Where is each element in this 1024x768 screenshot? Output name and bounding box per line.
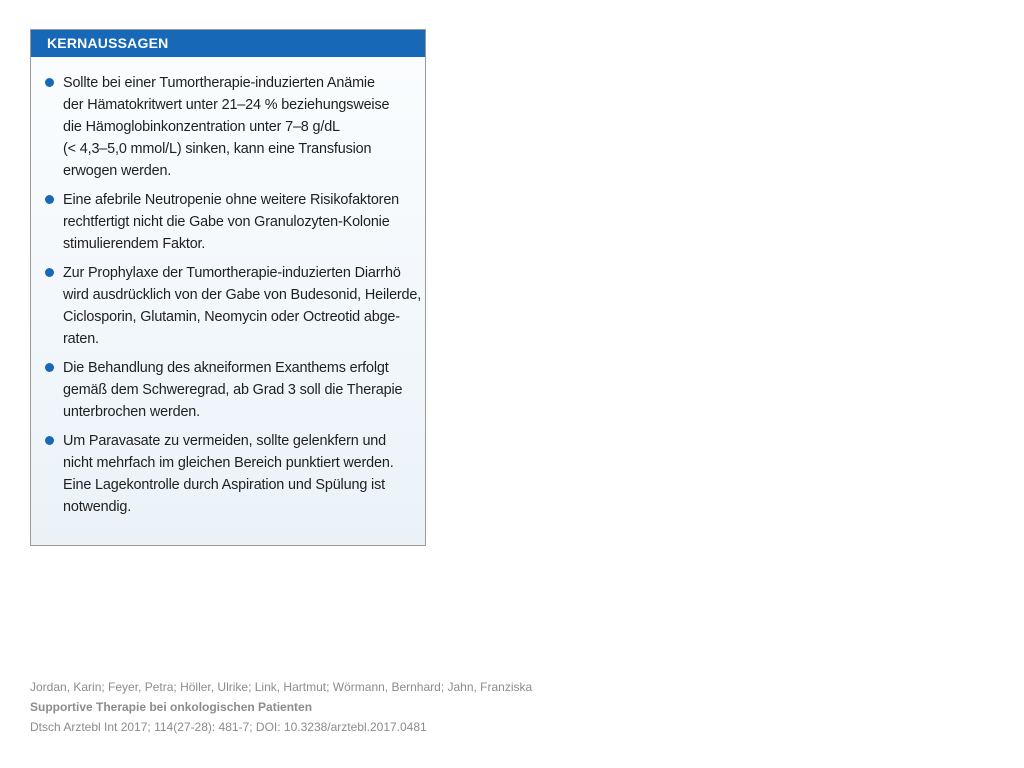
bullet-line: unterbrochen werden. — [63, 404, 200, 420]
bullet-line: Um Paravasate zu vermeiden, sollte gelenkfern und — [63, 433, 387, 449]
bullet-line: Sollte bei einer Tumortherapie-induzierten Anämie — [63, 75, 375, 91]
bullet-line: notwendig. — [63, 499, 132, 515]
bullet-line: gemäß dem Schweregrad, ab Grad 3 soll die Therapie — [63, 382, 403, 398]
key-messages-box — [30, 29, 426, 546]
bullet-item — [44, 189, 415, 255]
bullet-line: Eine afebrile Neutropenie ohne weitere Risikofaktoren — [63, 192, 400, 208]
bullet-item — [44, 357, 415, 423]
bullet-list — [31, 57, 425, 518]
bullet-item — [44, 72, 415, 182]
bullet-line: erwogen werden. — [63, 163, 172, 179]
bullet-dot-icon — [45, 363, 54, 372]
bullet-item — [44, 430, 415, 518]
bullet-line: rechtfertigt nicht die Gabe von Granulozyten-Kolonie — [63, 214, 390, 230]
citation-source: Dtsch Arztebl Int 2017; 114(27-28): 481-7; DOI: 10.3238/arztebl.2017.0481 — [30, 720, 427, 734]
bullet-line: stimulierendem Faktor. — [63, 236, 206, 252]
bullet-item — [44, 262, 422, 350]
bullet-dot-icon — [45, 78, 54, 87]
citation-block — [30, 677, 532, 737]
bullet-dot-icon — [45, 436, 54, 445]
bullet-line: Die Behandlung des akneiformen Exanthems erfolgt — [63, 360, 389, 376]
bullet-line: wird ausdrücklich von der Gabe von Budesonid, Heilerde, — [63, 287, 422, 303]
bullet-line: Zur Prophylaxe der Tumortherapie-induzierten Diarrhö — [63, 265, 401, 281]
bullet-line: der Hämatokritwert unter 21–24 % beziehungsweise — [63, 97, 390, 113]
citation-authors: Jordan, Karin; Feyer, Petra; Höller, Ulrike; Link, Hartmut; Wörmann, Bernhard; Jahn, Franziska — [30, 680, 533, 694]
bullet-dot-icon — [45, 268, 54, 277]
bullet-line: raten. — [63, 331, 99, 347]
bullet-line: die Hämoglobinkonzentration unter 7–8 g/dL — [63, 119, 340, 135]
bullet-line: Ciclosporin, Glutamin, Neomycin oder Octreotid abge- — [63, 309, 400, 325]
bullet-line: Eine Lagekontrolle durch Aspiration und Spülung ist — [63, 477, 385, 493]
box-header: KERNAUSSAGEN — [31, 30, 425, 57]
bullet-line: (< 4,3–5,0 mmol/L) sinken, kann eine Transfusion — [63, 141, 372, 157]
bullet-line: nicht mehrfach im gleichen Bereich punktiert werden. — [63, 455, 394, 471]
citation-title: Supportive Therapie bei onkologischen Patienten — [30, 700, 313, 714]
bullet-dot-icon — [45, 195, 54, 204]
